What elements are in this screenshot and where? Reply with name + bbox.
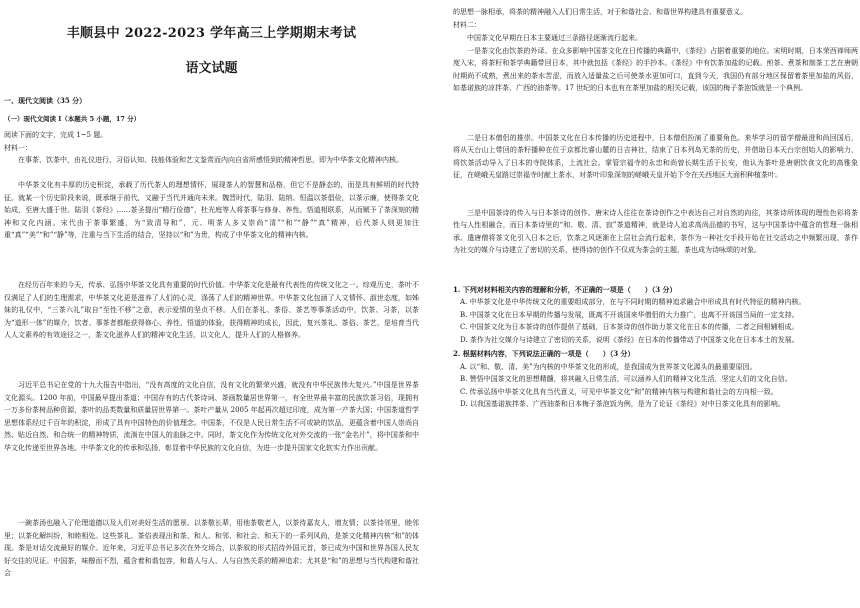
question-2-option-a: A. 以“和、敬、清、美”为内核的中华茶文化的形成，是我国成为世界茶文化源头的最重要原因。 [460,362,757,371]
question-1-option-d: D. 茶作为社交媒介与诗建立了密切的关系，说明《茶经》在日本的传播带动了中国茶文化在日本本土的发展。 [460,335,799,344]
material-one-paragraph: 在经历百年来的今天，传承、弘扬中华茶文化具有重要的时代价值。中华茶文化是最有代表性的传统文化之一。综观历史，茶叶不仅满足了人们的生理需求，中华茶文化更是滋养了人们的心灵，涤荡了人们的精神世界。中华茶文化包涵了人文情怀、淑世态度，如姊妹的礼仪中，“三茶六礼”取自“至性不移”之意，表示爱情的坚贞不移。人们在茶礼、茶俗、茶艺等事茶活动中，饮茶、习茶，以茶为“道形一体”的媒介，饮者、事茶者都能获得修心、养性、悟道的体验，获得精神的成长，因此，复兴茶礼、茶俗、茶艺，是培育当代人人文素养的有效途径之一，茶文化滋养人们的精神文化生活，以文化人，提升人们的人格修养。 [4,281,419,339]
material-two-paragraph: 三是中国茶诗的传入与日本茶诗的创作。唐宋诗人往往在茶诗创作之中表达自己对自然的向往，其茶诗所体现的理性色彩将茶性与人性相融合，而日本茶诗里的“和、敬、清、寂”茶道精神，就是诗人追求高尚品德的书写，这与中国茶诗中蕴含的哲理一脉相承。遣唐僧将茶文化引入日本之后，饮茶之风逐渐在上层社会流行起来，茶作为一种社交手段开始在社交活动之中频繁出现，茶作为社交的媒介与诗建立了密切的关系，使得诗的创作不仅成为茶会的主题，茶也成为诗咏颂的对象。 [453,208,858,254]
reading-instruction: 阅读下面的文字，完成 1~5 题。 [4,131,108,139]
material-one-paragraph: 中华茶文化有丰厚的历史积淀，承载了历代茶人的理想情怀，展现茶人的智慧和品格，但它不是静态的，而是具有鲜明的时代特征。就某一个历史阶段来说，既承继于前代，又融于当代并通向未来。魏晋时代，陆羽、陆纳、恒温以茶倡俭，以茶示廉，使得茶文化始成，至唐大盛于世。陆羽《茶经》……茶圣提出“精行俭德”，杜光庭等人将茶事与修身、养性、悟道相联系，从而赋予了茶深刻的精神和文化内涵。宋代由于茶事繁盛，为“致清导和”，元、明茶人多又崇尚“清”“和”“静”“真”精神，后代茶人则更加注重“真”“美”“和”“静”等，注重与当下生活的结合，坚持以“和”为贵，构成了中华茶文化的精神内核。 [4,181,419,239]
material-two-label: 材料二： [453,21,481,29]
question-2-option-c: C. 传承弘扬中华茶文化具有当代意义，可见中华茶文化“和”的精神内核与构建和谐社会的方向相一致。 [460,387,778,396]
question-1-option-a: A. 中华茶文化是中华传统文化的重要组成部分，在与不同时期的精神追求融合中形成具有时代特征的精神内核。 [460,298,806,306]
question-1-option-b: B. 中国茶文化在日本早期的传播与发展，既离不开该国来华僧侣的大力推广，也离不开该国当局的一定支持。 [460,310,799,319]
material-two-paragraph: 二是日本僧侣的推崇。中国茶文化在日本传播的历史进程中，日本僧侣扮演了重要角色。来华学习的留学僧最澄和尚回国后，将从天台山上带回的茶籽播种在位于京都比睿山麓的日吉神社，结束了日本列岛无茶的历史，并借助日本天台宗创始人的影响力，将饮茶活动导入了日本的寺院体系，上流社会。掌管宗福寺的永忠和尚曾长期生活于长安，他认为茶叶是唐朝饮食文化的高雅象征，在嵯峨天皇路过崇福寺时献上茶水，对茶叶印象深刻的嵯峨天皇开始下令在关西地区大面积种植茶叶。 [453,133,858,179]
exam-title: 丰顺县中 2022-2023 学年高三上学期期末考试 [66,26,357,41]
material-one-paragraph: 习近平总书记在党的十九大报告中指出，“没有高度的文化自信，没有文化的繁荣兴盛，就没有中华民族伟大复兴。”中国是世界茶文化源头。1200 年前，中国最早提出茶道；中国存有的古代茶诗词、茶画数量居世界第一，有全世界最丰富的民族饮茶习俗，现拥有一万多份茶树品种资源，茶叶的品类数量和质量居世界第一。茶叶产量从 2005 年起再次超过印度，成为第一产茶大国；中国茶道哲学思想体系经过千百年的积淀，形成了具有中国特色的价值理念。中国茶，不仅是人民日常生活不可或缺的饮品，更蕴含着中国人崇尚自然、贴近自然、和合统一的精神特质，流淌在中国人的血脉之中。同时，茶文化作为传统文化对外交流的一张“金名片”，将中国茶和中华文化传递至世界各地。中华茶文化的传承和弘扬，彰显着中华民族的文化自信，为进一步提升国家文化软实力作出贡献。 [4,381,419,452]
material-one-paragraph: 在事茶、饮茶中，由礼仪进行、习俗认知、技能体验和艺文鉴赏而内向自省所感悟到的精神哲思，即为中华茶文化精神内核。 [18,156,403,164]
material-two-paragraph: 一是茶文化由饮茶的外译。在众多影响中国茶文化在日传播的典籍中，《茶经》占据着重要的地位。宋明时期，日本荣西禅师两度入宋，将茶籽和茶学典籍带回日本，其中就包括《茶经》的手抄本。《茶经》中有饮茶加盐的记载。煎茶、煮茶和制茶工艺在唐朝时期尚不成熟，煮出来的茶水苦涩，而放入适量盐之后可使茶水更加可口，直到今天，我国仍有部分地区保留着茶里加盐的风俗，如基诺族的凉拌茶、广西的油茶等。17 世纪的日本也有在茶里加盐的相关记载，该国的梅子茶泡饭就是一个典例。 [453,46,858,92]
question-2-option-d: D. 以我国基诺族拌茶、广西油茶和日本梅子茶泡饭为例，是为了论证《茶经》对中日茶文化具有的影响。 [460,400,785,408]
question-2-option-b: B. 赞悟中国茶文化的思想精髓，将其融入日常生活，可以涵养人们的精神文化生活，坚定人们的文化自信。 [460,375,792,383]
left-column [4,0,419,592]
subject-title: 语文试题 [185,61,238,76]
question-1-option-c: C. 中国茶文化为日本茶诗的创作提供了基础，日本茶诗的创作助力茶文化在日本的传播，二者之间相辅相成。 [460,323,799,331]
right-column [453,0,858,411]
question-2-stem: 2. 根据材料内容，下列说法正确的一项是（ ）（3 分） [453,349,635,358]
material-two-paragraph: 中国茶文化早期在日本主要通过三条路径逐渐流行起来。 [467,33,642,42]
question-1-stem: 1. 下列对材料相关内容的理解和分析，不正确的一项是（ ）（3 分） [453,284,677,294]
section-heading: 一、现代文阅读（35 分） [4,96,87,105]
material-one-label: 材料一： [4,143,32,152]
continuation-paragraph: 的思想一脉相承，将茶的精神融入人们日常生活，对于和谐社会、和谐世界构建具有重要意义。 [453,8,747,16]
material-one-paragraph: 一碗茶汤也融入了伦理道德以及人们对美好生活的愿景。以茶敬长辈，用他茶敬老人，以茶待嘉友人，增友情；以茶待邻里，睦邻里；以茶化解纠纷，和睦相处。这些茶礼、茶俗表现出和茶、和人、和邻、和社会、和天下的一系列风尚，是茶文化精神内核“和”的体现。茶是对话交流最好的媒介。近年来，习近平总书记多次在外交场合，以茶叙的形式招待外国元首，茶已成为中国和世界各国人民友好交往的见证。中国茶，味醇而不烈，蕴含着和谐包容，和谐人与人、人与自然关系的精神追求；尤其是“和”的思想与当代构建和谐社会 [4,519,419,577]
subsection-heading: （一）现代文阅读 I（本题共 5 小题，17 分） [4,115,141,123]
